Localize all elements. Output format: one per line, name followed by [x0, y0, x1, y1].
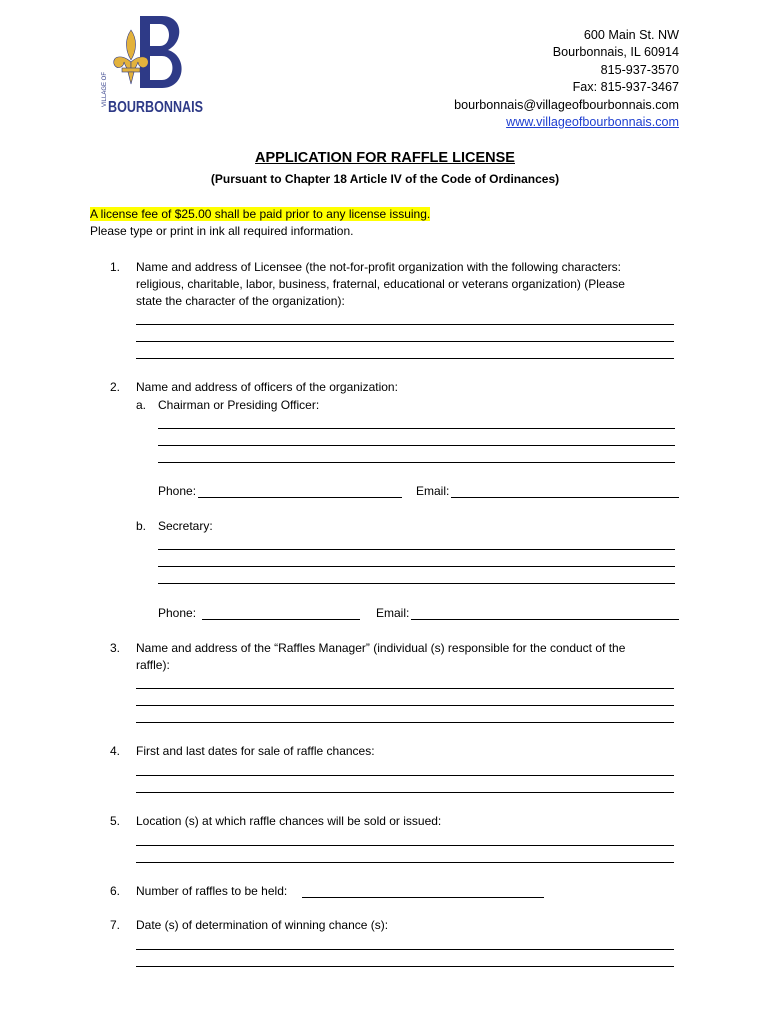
item-2b-answer-line-1[interactable] [158, 549, 675, 550]
address-block [454, 27, 679, 131]
item-5-number: 5. [109, 814, 120, 828]
item-2-text: Name and address of officers of the organization: [136, 380, 398, 394]
item-2b-phone-field[interactable] [202, 619, 360, 620]
item-3-answer-line-2[interactable] [136, 705, 674, 706]
item-1-answer-line-3[interactable] [136, 358, 674, 359]
item-4-answer-line-2[interactable] [136, 792, 674, 793]
item-2-number: 2. [109, 380, 120, 394]
item-1-text-line-3: state the character of the organization): [136, 294, 345, 308]
item-6-number: 6. [109, 884, 120, 898]
item-2b-answer-line-2[interactable] [158, 566, 675, 567]
fee-notice: A license fee of $25.00 shall be paid prior to any license issuing. [90, 207, 431, 221]
item-5-answer-line-1[interactable] [136, 845, 674, 846]
item-2b-email-field[interactable] [411, 619, 679, 620]
item-3-answer-line-1[interactable] [136, 688, 674, 689]
item-3-text-line-1: Name and address of the “Raffles Manager” (individual (s) responsible for the conduct of the [136, 641, 626, 655]
item-2a-label: Chairman or Presiding Officer: [158, 398, 320, 412]
item-2a-letter: a. [136, 398, 147, 412]
item-2a-email-field[interactable] [451, 497, 679, 498]
address-city: Bourbonnais, IL 60914 [552, 45, 679, 60]
item-2b-letter: b. [136, 519, 147, 533]
item-2b-answer-line-3[interactable] [158, 583, 675, 584]
item-1-text-line-2: religious, charitable, labor, business, fraternal, educational or veterans organization) (Please [136, 277, 625, 291]
address-street: 600 Main St. NW [583, 28, 679, 42]
address-email: bourbonnais@villageofbourbonnais.com [454, 97, 679, 112]
item-7-text: Date (s) of determination of winning chance (s): [136, 918, 389, 932]
item-2a-answer-line-2[interactable] [158, 445, 675, 446]
item-7-answer-line-1[interactable] [136, 949, 674, 950]
item-4-number: 4. [109, 744, 120, 758]
item-2a-email-label: Email: [416, 484, 450, 498]
item-2b-phone-label: Phone: [158, 606, 197, 620]
item-2a-answer-line-3[interactable] [158, 462, 675, 463]
page-title: APPLICATION FOR RAFFLE LICENSE [255, 150, 515, 166]
item-7-answer-line-2[interactable] [136, 966, 674, 967]
item-6-answer-field[interactable] [302, 897, 544, 898]
address-phone: 815-937-3570 [600, 62, 679, 77]
page-subtitle: (Pursuant to Chapter 18 Article IV of the Code of Ordinances) [210, 172, 560, 186]
item-1-text-line-1: Name and address of Licensee (the not-for-profit organization with the following characters: [136, 260, 621, 274]
item-2a-phone-field[interactable] [198, 497, 402, 498]
item-1-answer-line-2[interactable] [136, 341, 674, 342]
item-2a-answer-line-1[interactable] [158, 428, 675, 429]
item-5-answer-line-2[interactable] [136, 862, 674, 863]
logo-village-text: VILLAGE OF [102, 71, 108, 107]
item-4-answer-line-1[interactable] [136, 775, 674, 776]
item-1-answer-line-1[interactable] [136, 324, 674, 325]
village-logo [100, 12, 210, 116]
item-3-text-line-2: raffle): [136, 658, 170, 672]
item-2a-phone-label: Phone: [158, 484, 197, 498]
item-3-answer-line-3[interactable] [136, 722, 674, 723]
logo-name-text: BOURBONNAIS [108, 99, 203, 116]
item-1-number: 1. [109, 260, 120, 274]
item-4-text: First and last dates for sale of raffle chances: [136, 744, 375, 758]
item-7-number: 7. [109, 918, 120, 932]
website-link[interactable]: www.villageofbourbonnais.com [506, 115, 679, 130]
item-6-text: Number of raffles to be held: [136, 884, 288, 898]
fleur-de-lis-b-icon [100, 12, 210, 116]
instructions: Please type or print in ink all required information. [90, 224, 354, 238]
item-2b-email-label: Email: [376, 606, 410, 620]
item-5-text: Location (s) at which raffle chances will be sold or issued: [136, 814, 442, 828]
item-2b-label: Secretary: [158, 519, 213, 533]
item-3-number: 3. [109, 641, 120, 655]
address-fax: Fax: 815-937-3467 [572, 80, 679, 95]
